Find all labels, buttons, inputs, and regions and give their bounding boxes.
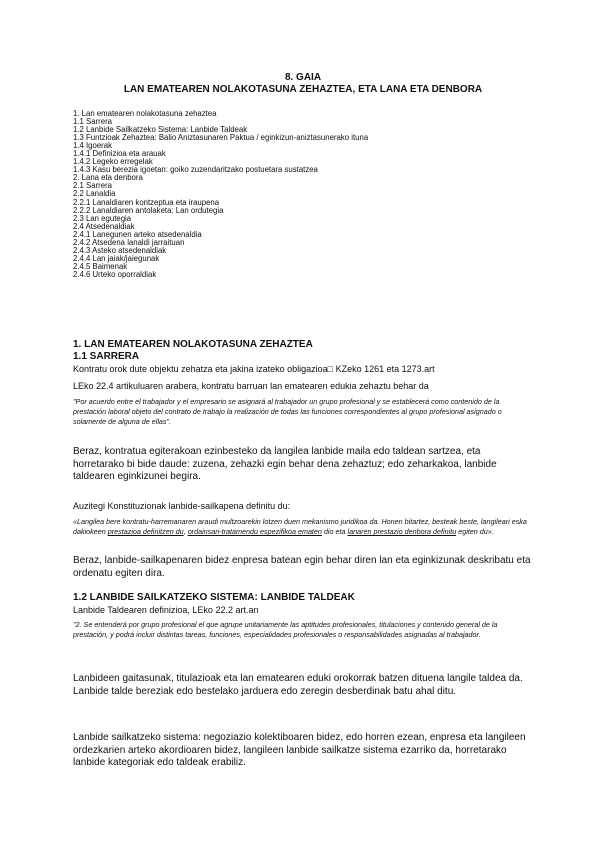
paragraph: Beraz, lanbide-sailkapenaren bidez enpresa batean egin behar diren lan eta eginkizunak deskribatu eta ordenatu egiten dira. xyxy=(73,555,531,579)
toc-item: 2.4 Atsedenaldiak xyxy=(73,221,135,231)
toc-item: 1.4.3 Kasu berezia igoetan: goiko zuzendaritzako postuetara sustatzea xyxy=(73,165,318,175)
definition-line: Lanbide Taldearen definizioa, LEko 22.2 art.an xyxy=(73,605,259,615)
toc-item: 2.4.6 Urteko oporraldiak xyxy=(73,269,157,279)
toc-item: 1. Lan ematearen nolakotasuna zehaztea xyxy=(73,109,217,118)
law-quote: "2. Se entenderá por grupo profesional el que agrupe unitariamente las aptitudes profesionales, titulaciones y contenido general de la prestación, y podrá incluir distintas tareas, funciones, especialidades profesionales o responsabilidades asignadas al trabajador. xyxy=(73,620,498,639)
toc-item: 2.2.1 Lanaldiaren kontzeptua eta iraupena xyxy=(73,197,220,207)
toc-item: 1.4.1 Definizioa eta arauak xyxy=(73,149,166,159)
paragraph: Lanbide sailkatzeko sistema: negoziazio kolektiboaren bidez, edo horren ezean, enpresa eta langileen ordezkarien arteko akordioaren bidez, langileen lanbide sailkatze sistema ezarriko da, horretarako lanbide kategoriak edo taldeak erabiliz. xyxy=(73,732,526,768)
toc-item: 1.4 Igoerak xyxy=(73,141,113,151)
intro-line: Kontratu orok dute objektu zehatza eta jakina izateko obligazioa□ KZeko 1261 eta 1273.art xyxy=(73,364,435,374)
toc-item: 1.1 Sarrera xyxy=(73,117,113,127)
table-of-contents xyxy=(73,110,533,279)
toc-item: 2. Lana eta denbora xyxy=(73,173,143,183)
paragraph: Beraz, kontratua egiterakoan ezinbesteko da langilea lanbide maila edo taldean sartzea, eta horretarako bi bide daude: zuzena, zehazki egin behar dena zehaztuz; edo zeharkakoa, lanbide taldearen eginkizunei begira. xyxy=(73,446,497,482)
court-quote: «Langilea bere kontratu-harremanaren araudi multzoarekin lotzen duen mekanismo juridikoa da. Honen bitartez, besteak beste, langileari eska dakiokeen prestazioa definitzen du, ordainsari-tratamendu espezifikoa ematen dio eta lanaren prestazio denbora definitu egiten du». xyxy=(73,517,527,536)
toc-item: 2.4.2 Atsedena lanaldi jarraituan xyxy=(73,237,185,247)
chapter-title: LAN EMATEAREN NOLAKOTASUNA ZEHAZTEA, ETA LANA ETA DENBORA xyxy=(123,84,483,95)
toc-item: 2.1 Sarrera xyxy=(73,181,113,191)
toc-item: 2.4.4 Lan jaiak/jaiegunak xyxy=(73,253,160,263)
toc-item: 2.2.2 Lanaldiaren antolaketa: Lan ordutegia xyxy=(73,205,224,215)
le-article-line: LEko 22.4 artikuluaren arabera, kontratu barruan lan ematearen edukia zehaztu behar da xyxy=(73,381,429,391)
toc-item: 2.3 Lan egutegia xyxy=(73,213,132,223)
law-quote: "Por acuerdo entre el trabajador y el empresario se asignará al trabajador un grupo profesional y se establecerá como contenido de la prestación laboral objeto del contrato de trabajo la realización de todas las funciones correspondientes al grupo profesional asignado o solamente de alguna de ellas". xyxy=(73,397,502,426)
paragraph: Lanbideen gaitasunak, titulazioak eta lan ematearen eduki orokorrak batzen dituena langile taldea da. Lanbide talde bereziak edo bestelako jarduera edo zeregin desberdinak batu ahal ditu. xyxy=(73,673,523,697)
section-1-1-heading: 1.1 SARRERA xyxy=(73,351,140,362)
toc-item: 2.4.3 Asteko atsedenaldiak xyxy=(73,245,167,255)
toc-item: 1.4.2 Legeko erregelak xyxy=(73,157,153,167)
toc-item: 1.2 Lanbide Sailkatzeko Sistema: Lanbide Taldeak xyxy=(73,125,248,135)
section-1-heading: 1. LAN EMATEAREN NOLAKOTASUNA ZEHAZTEA xyxy=(73,339,313,350)
court-intro-line: Auzitegi Konstituzionak lanbide-sailkapena definitu du: xyxy=(73,501,291,511)
section-1-2-heading: 1.2 LANBIDE SAILKATZEKO SISTEMA: LANBIDE TALDEAK xyxy=(73,592,355,603)
toc-item: 2.4.1 Lanegunen arteko atsedenaldia xyxy=(73,229,202,239)
toc-item: 2.4.5 Baimenak xyxy=(73,261,128,271)
toc-item: 1.3 Funtzioak Zehaztea: Balio Aniztasunaren Paktua / eginkizun-aniztasunerako ituna xyxy=(73,133,369,143)
toc-item: 2.2 Lanaldia xyxy=(73,189,116,199)
chapter-number: 8. GAIA xyxy=(284,72,322,83)
